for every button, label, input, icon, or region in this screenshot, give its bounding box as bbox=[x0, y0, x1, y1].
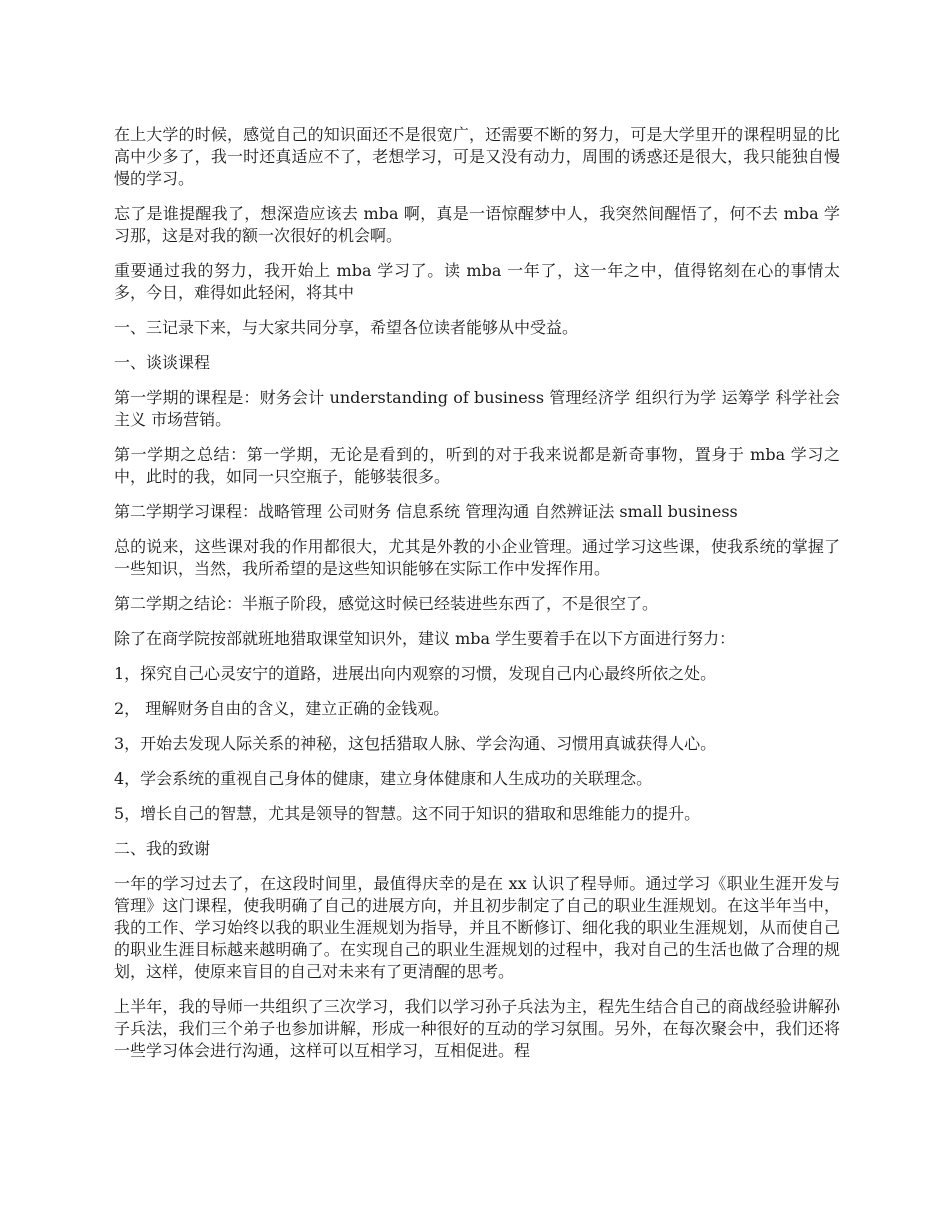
paragraph: 第一学期之总结：第一学期，无论是看到的，听到的对于我来说都是新奇事物，置身于 mba 学习之中，此时的我，如同一只空瓶子，能够装很多。 bbox=[114, 445, 840, 486]
paragraph: 上半年，我的导师一共组织了三次学习，我们以学习孙子兵法为主，程先生结合自己的商战经验讲解孙子兵法，我们三个弟子也参加讲解，形成一种很好的互动的学习氛围。另外，在每次聚会中，我们还将一些学习体会进行沟通，这样可以互相学习，互相促进。程 bbox=[114, 997, 840, 1060]
list-item: 1，探究自己心灵安宁的道路，进展出向内观察的习惯，发现自己内心最终所依之处。 bbox=[114, 664, 717, 683]
paragraph: 第二学期学习课程：战略管理 公司财务 信息系统 管理沟通 自然辨证法 small business bbox=[114, 502, 738, 521]
paragraph: 一、三记录下来，与大家共同分享，希望各位读者能够从中受益。 bbox=[114, 318, 579, 337]
list-item: 5，增长自己的智慧，尤其是领导的智慧。这不同于知识的猎取和思维能力的提升。 bbox=[114, 804, 701, 823]
paragraph: 重要通过我的努力，我开始上 mba 学习了。读 mba 一年了，这一年之中，值得铭刻在心的事情太多，今日，难得如此轻闲，将其中 bbox=[114, 261, 840, 302]
paragraph: 总的说来，这些课对我的作用都很大，尤其是外教的小企业管理。通过学习这些课，使我系统的掌握了一些知识，当然，我所希望的是这些知识能够在实际工作中发挥作用。 bbox=[114, 537, 840, 578]
paragraph: 第二学期之结论：半瓶子阶段，感觉这时候已经装进些东西了，不是很空了。 bbox=[114, 594, 659, 613]
section-heading: 二、我的致谢 bbox=[114, 839, 211, 858]
paragraph: 第一学期的课程是：财务会计 understanding of business 管理经济学 组织行为学 运筹学 科学社会主义 市场营销。 bbox=[114, 388, 840, 429]
paragraph: 一年的学习过去了，在这段时间里，最值得庆幸的是在 xx 认识了程导师。通过学习《职业生涯开发与管理》这门课程，使我明确了自己的进展方向，并且初步制定了自己的职业生涯规划。在这半年当中，我的工作、学习始终以我的职业生涯规划为指导，并且不断修订、细化我的职业生涯规划，从而使自己的职业生涯目标越来越明确了。在实现自己的职业生涯规划的过程中，我对自己的生活也做了合理的规划，这样，使原来盲目的自己对未来有了更清醒的思考。 bbox=[114, 874, 840, 981]
paragraph: 忘了是谁提醒我了，想深造应该去 mba 啊，真是一语惊醒梦中人，我突然间醒悟了，何不去 mba 学习那，这是对我的额一次很好的机会啊。 bbox=[114, 204, 840, 245]
list-item: 2， 理解财务自由的含义，建立正确的金钱观。 bbox=[114, 699, 450, 718]
list-item: 3，开始去发现人际关系的神秘，这包括猎取人脉、学会沟通、习惯用真诚获得人心。 bbox=[114, 734, 717, 753]
list-item: 4，学会系统的重视自己身体的健康，建立身体健康和人生成功的关联理念。 bbox=[114, 769, 653, 788]
paragraph: 在上大学的时候，感觉自己的知识面还不是很宽广，还需要不断的努力，可是大学里开的课程明显的比高中少多了，我一时还真适应不了，老想学习，可是又没有动力，周围的诱惑还是很大，我只能独自慢慢的学习。 bbox=[114, 125, 840, 188]
paragraph: 除了在商学院按部就班地猎取课堂知识外，建议 mba 学生要着手在以下方面进行努力： bbox=[114, 629, 736, 648]
section-heading: 一、谈谈课程 bbox=[114, 353, 211, 372]
document-body bbox=[114, 124, 840, 1075]
